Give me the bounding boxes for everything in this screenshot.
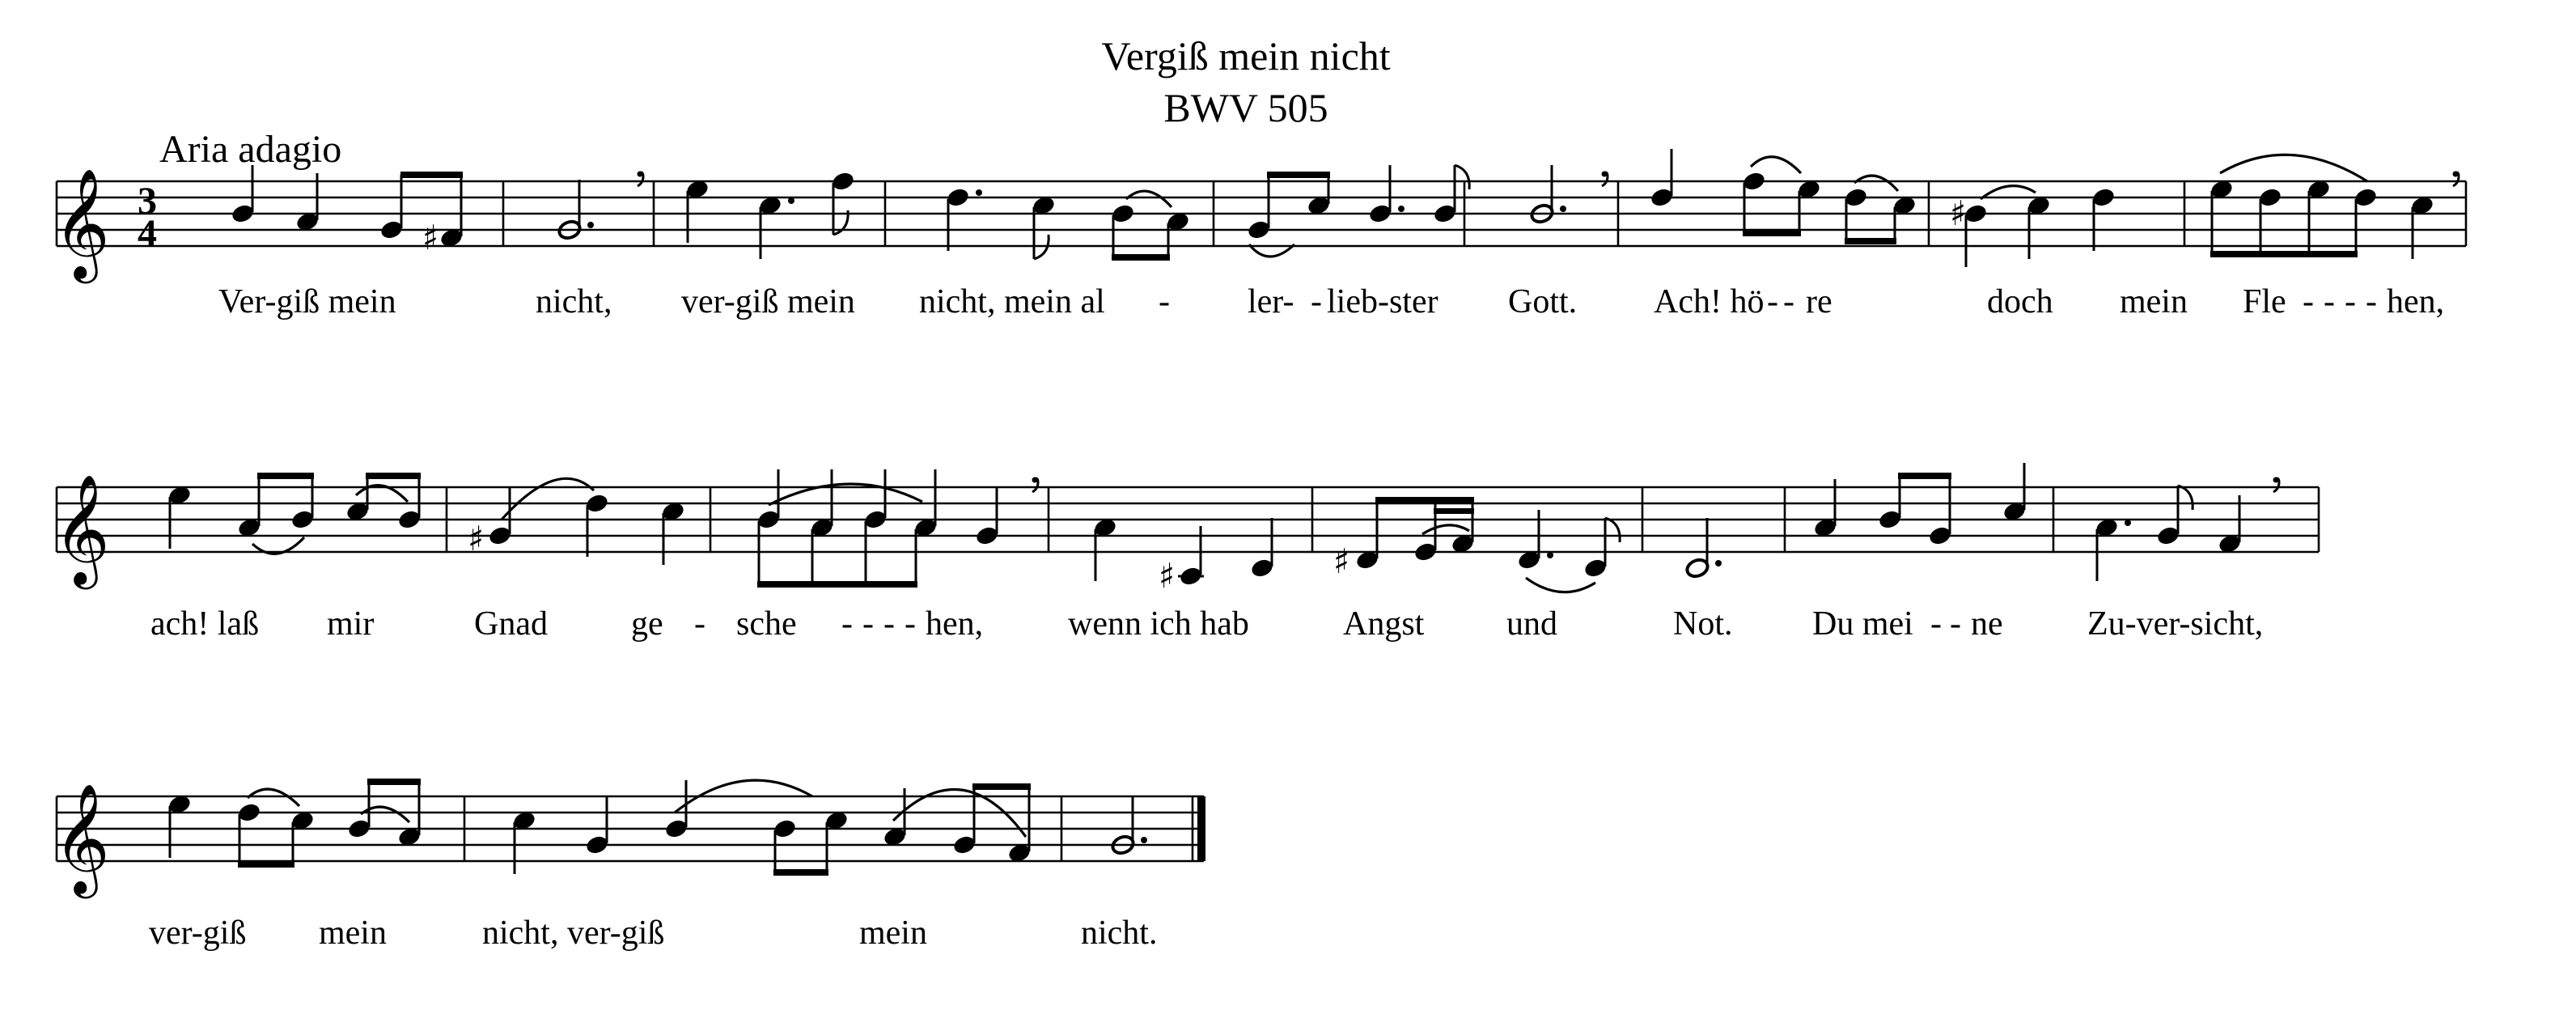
lyric-syllable: wenn ich hab (1068, 605, 1249, 643)
lyric-syllable: Ver-giß mein (218, 283, 396, 320)
lyric-syllable: - (883, 605, 895, 643)
lyric-syllable: ach! laß (150, 605, 260, 643)
breath-mark-icon (2453, 172, 2459, 187)
lyric-syllable: mir (327, 605, 375, 643)
breath-mark-icon (1032, 477, 1039, 493)
lyric-syllable: - (1930, 605, 1942, 643)
lyric-syllable: - (1767, 283, 1778, 320)
lyric-syllable: - (1950, 605, 1961, 643)
sharp-icon: ♯ (1159, 556, 1176, 596)
lyric-syllable: mein (859, 915, 927, 952)
lyric-syllable: - (1783, 283, 1794, 320)
time-signature-denominator: 4 (138, 212, 157, 255)
lyric-syllable: hen, (926, 605, 984, 643)
lyrics-line-3 (149, 915, 1157, 952)
breath-mark-icon (1602, 172, 1608, 187)
lyrics-line-1 (218, 283, 2444, 320)
title: Vergiß mein nicht (1101, 33, 1391, 79)
lyric-syllable: - (905, 605, 916, 643)
system-2 (53, 463, 2319, 643)
lyric-syllable: - (2345, 283, 2356, 320)
lyric-syllable: nicht, mein al (919, 283, 1105, 320)
lyric-syllable: - (2366, 283, 2377, 320)
lyric-syllable: nicht, (536, 283, 612, 320)
lyric-syllable: Gott. (1508, 283, 1578, 320)
lyric-syllable: Angst (1343, 605, 1425, 643)
lyric-syllable: - (841, 605, 853, 643)
time-signature-numerator: 3 (138, 180, 157, 223)
lyric-syllable: doch (1987, 283, 2053, 320)
sharp-icon: ♯ (422, 218, 439, 257)
breath-mark-icon (638, 172, 644, 187)
final-barline-thick (1197, 796, 1205, 861)
treble-clef-icon: 𝄞 (53, 167, 110, 278)
lyric-syllable: Du mei (1812, 605, 1913, 643)
lyric-syllable: ver-giß mein (681, 283, 855, 320)
lyric-syllable: Ach! hö (1654, 283, 1765, 320)
lyric-syllable: Not. (1673, 605, 1733, 643)
lyric-syllable: ver-giß (149, 915, 247, 952)
lyric-syllable: - (2324, 283, 2335, 320)
lyric-syllable: re (1806, 283, 1832, 320)
lyrics-line-2 (150, 605, 2263, 643)
lyric-syllable: sche (736, 605, 797, 643)
lyric-syllable: Gnad (474, 605, 548, 643)
lyric-syllable: nicht. (1081, 915, 1158, 952)
sharp-icon: ♯ (1950, 193, 1967, 233)
lyric-syllable: ne (1971, 605, 2003, 643)
system-3 (53, 779, 1205, 952)
staff-lines (57, 796, 1204, 861)
subtitle: BWV 505 (1163, 85, 1328, 130)
system-1 (53, 149, 2466, 320)
lyric-syllable: und (1506, 605, 1557, 643)
sharp-icon: ♯ (468, 519, 485, 558)
lyric-syllable: - (1159, 283, 1170, 320)
breath-mark-icon (2273, 477, 2280, 493)
treble-clef-icon: 𝄞 (53, 782, 110, 893)
lyric-syllable: hen, (2387, 283, 2445, 320)
lyric-syllable: ge (631, 605, 663, 643)
lyric-syllable: ler- (1248, 283, 1294, 320)
lyric-syllable: Zu-ver-sicht, (2087, 605, 2264, 643)
lyric-syllable: - (694, 605, 705, 643)
lyric-syllable: - (2303, 283, 2314, 320)
lyric-syllable: Fle (2243, 283, 2286, 320)
treble-clef-icon: 𝄞 (53, 473, 110, 584)
staff-lines (57, 487, 2319, 552)
lyric-syllable: nicht, ver-giß (482, 915, 665, 952)
lyric-syllable: mein (2120, 283, 2188, 320)
lyric-syllable: - (862, 605, 874, 643)
lyric-syllable: mein (319, 915, 387, 952)
lyric-syllable: lieb-ster (1327, 283, 1438, 320)
lyric-syllable: - (1311, 283, 1322, 320)
sharp-icon: ♯ (1333, 541, 1350, 581)
tempo-marking: Aria adagio (159, 128, 342, 171)
